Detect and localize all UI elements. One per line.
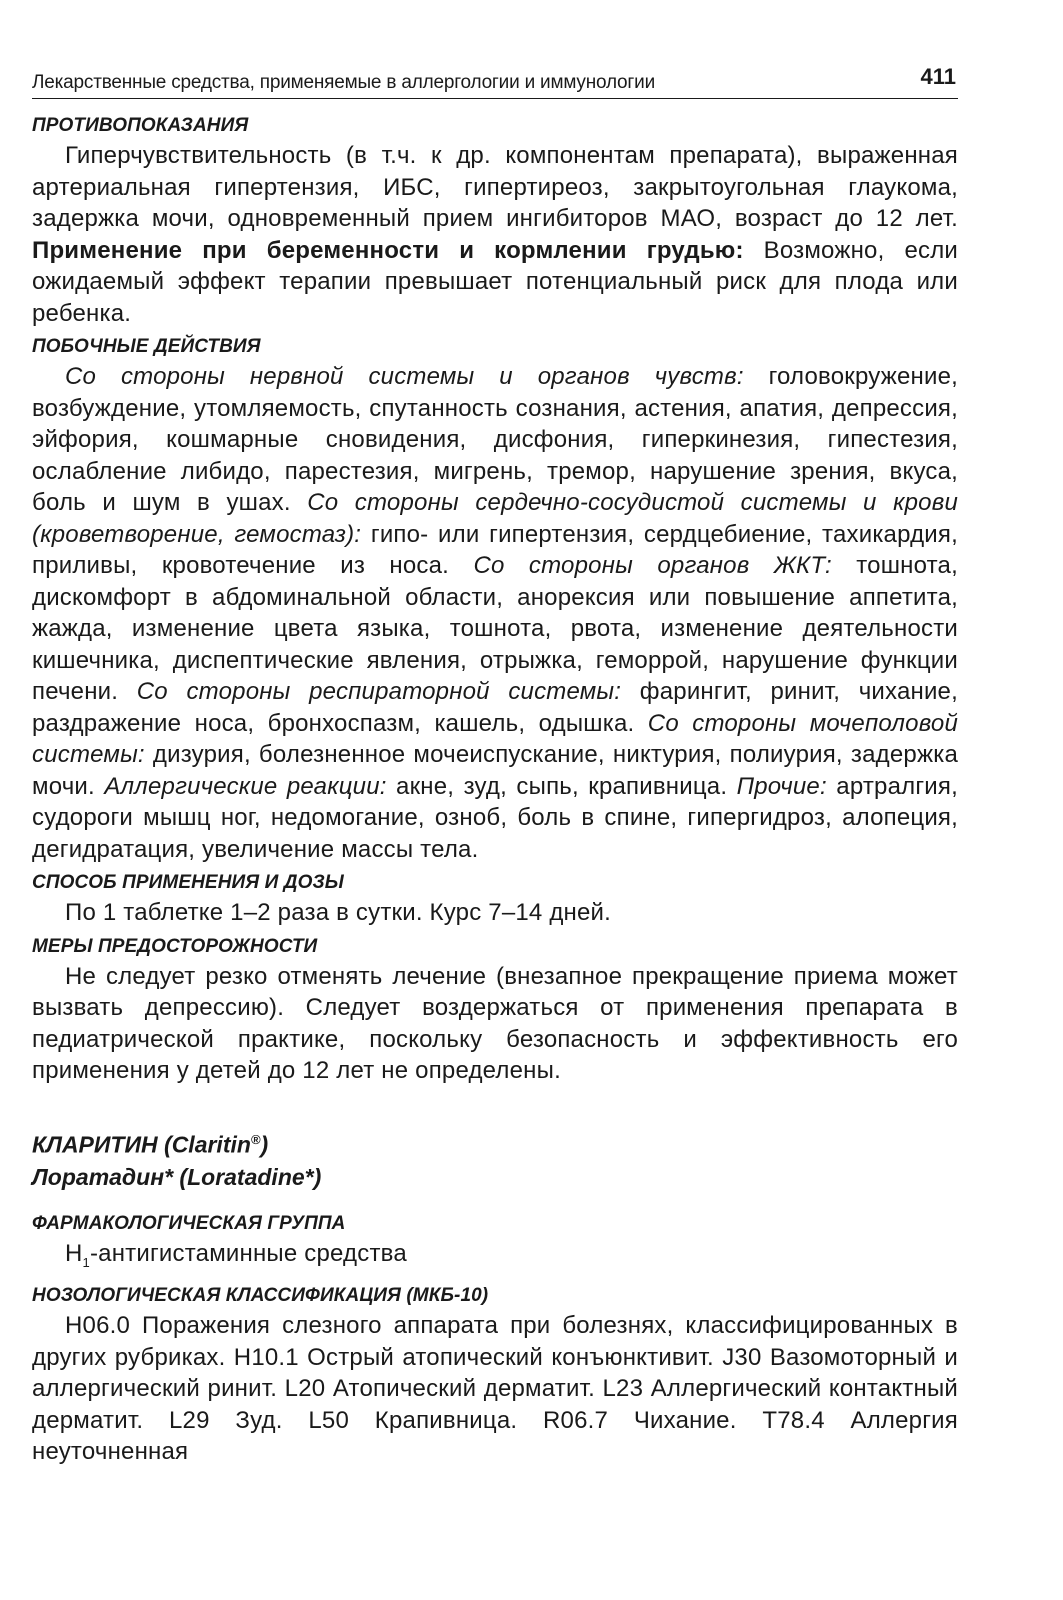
drug-inn: Лоратадин* (Loratadine*): [32, 1164, 322, 1191]
uro-label: Со стороны мочеполовой системы:: [32, 709, 958, 768]
precautions-text: Не следует резко отменять лечение (внезапное прекращение приема может вызвать депрессию). Следует воздержаться от применения препарата в педиатрической практике, поскольку безопасность и эффективность его применения у детей до 12 лет не определены.: [32, 962, 958, 1084]
contraindications-text: Гиперчувствительность (в т.ч. к др. компонентам препарата), выраженная артериальная гипертензия, ИБС, гипертиреоз, закрытоугольная глаукома, задержка мочи, одновременный прием ингибиторов МАО, возраст до 12 лет.: [32, 142, 958, 232]
pregnancy-label: Применение при беременности и кормлении грудью:: [32, 236, 744, 264]
uro-text: дизурия, болезненное мочеиспускание, никтурия, полиурия, задержка мочи.: [32, 741, 958, 800]
pregnancy-text: Возможно, если ожидаемый эффект терапии превышает потенциальный риск для плода или ребенка.: [32, 236, 959, 327]
other-text: артралгия, судороги мышц ног, недомогание, озноб, боль в спине, гипергидроз, алопеция, дегидратация, увеличение массы тела.: [32, 772, 958, 863]
gi-label: Со стороны органов ЖКТ:: [473, 552, 832, 579]
contraindications-heading: ПРОТИВОПОКАЗАНИЯ: [32, 115, 249, 136]
drug-trade-name: [32, 1123, 958, 1162]
allergy-label: Аллергические реакции:: [104, 772, 387, 800]
side-effects-heading: ПОБОЧНЫЕ ДЕЙСТВИЯ: [32, 336, 261, 357]
pharm-group-h: Н: [65, 1240, 83, 1268]
contraindications-paragraph: [32, 140, 958, 329]
dosage-text: По 1 таблетке 1–2 раза в сутки. Курс 7–14 дней.: [65, 899, 612, 926]
allergy-text: акне, зуд, сыпь, крапивница.: [396, 772, 728, 800]
drug-name-latin-close: ): [260, 1131, 269, 1158]
resp-text: фарингит, ринит, чихание, раздражение носа, бронхоспазм, кашель, одышка.: [32, 678, 958, 737]
drug-name-ru: КЛАРИТИН: [32, 1131, 158, 1158]
cardio-text: гипо- или гипертензия, сердцебиение, тахикардия, приливы, кровотечение из носа.: [32, 520, 958, 579]
registered-mark: ®: [250, 1131, 261, 1147]
pharm-group-text: [32, 1238, 958, 1278]
nervous-label: Со стороны нервной системы и органов чувств:: [65, 363, 744, 390]
side-effects-paragraph: [32, 361, 958, 865]
nosology-text: H06.0 Поражения слезного аппарата при болезнях, классифицированных в других рубриках. H10.1 Острый атопический конъюнктивит. J30 Вазомоторный и аллергический ринит. L20 Атопический дерматит. L23 Аллергический контактный дерматит. L29 Зуд. L50 Крапивница. R06.7 Чихание. T78.4 Аллергия неуточненная: [32, 1312, 958, 1466]
pharm-group-heading: ФАРМАКОЛОГИЧЕСКАЯ ГРУППА: [32, 1213, 346, 1235]
precautions-heading: МЕРЫ ПРЕДОСТОРОЖНОСТИ: [32, 935, 318, 957]
running-title: Лекарственные средства, применяемые в аллергологии и иммунологии: [32, 72, 655, 93]
page-number: 411: [920, 64, 956, 89]
pharm-group-subscript: 1: [82, 1254, 90, 1270]
gi-text: тошнота, дискомфорт в абдоминальной области, анорексия или повышение аппетита, жажда, изменение цвета языка, тошнота, рвота, изменение деятельности кишечника, диспептические явления, отрыжка, геморрой, нарушение функции печени.: [32, 552, 958, 705]
dosage-heading: СПОСОБ ПРИМЕНЕНИЯ И ДОЗЫ: [32, 872, 344, 893]
resp-label: Со стороны респираторной системы:: [136, 678, 622, 705]
pharm-group-rest: -антигистаминные средства: [89, 1240, 407, 1268]
nosology-heading: НОЗОЛОГИЧЕСКАЯ КЛАССИФИКАЦИЯ (МКБ-10): [32, 1285, 489, 1307]
cardio-label: Со стороны сердечно-сосудистой системы и крови (кроветворение, гемостаз):: [32, 489, 958, 548]
drug-name-latin: (Claritin: [164, 1131, 251, 1158]
other-label: Прочие:: [736, 772, 827, 800]
nervous-text: головокружение, возбуждение, утомляемость, спутанность сознания, астения, апатия, депрессия, эйфория, кошмарные сновидения, дисфония, гиперкинезия, гипестезия, ослабление либидо, парестезия, мигрень, тремор, нарушение зрения, вкуса, боль и шум в ушах.: [32, 363, 958, 516]
page-content: [32, 112, 958, 1468]
running-header: [32, 58, 958, 99]
